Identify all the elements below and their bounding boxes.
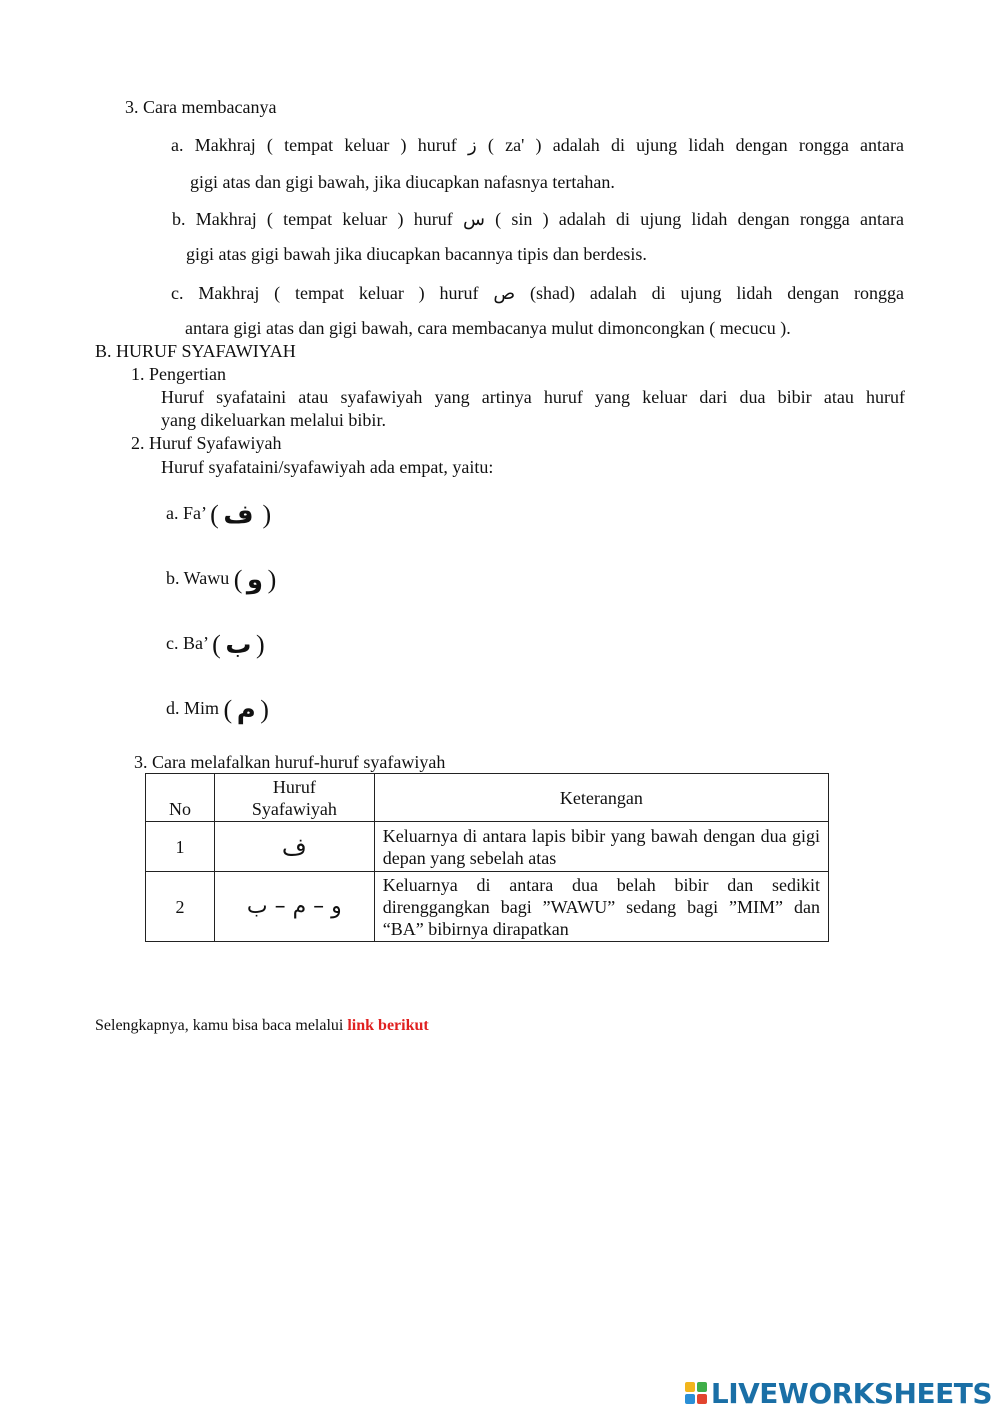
logo-text: LIVEWORKSHEETS [710, 1376, 992, 1410]
huruf-syafawiyah-intro: Huruf syafataini/syafawiyah ada empat, yaitu: [161, 457, 494, 477]
table-header-row [146, 774, 829, 822]
table-row [146, 822, 829, 872]
pengertian-line1: Huruf syafataini atau syafawiyah yang artinya huruf yang keluar dari dua bibir atau huruf [161, 387, 905, 407]
row-huruf: و – م – ب [214, 872, 374, 942]
letter-item: c. Ba’ ( ب ) [166, 630, 265, 660]
letter-item: d. Mim ( م ) [166, 695, 269, 725]
makhraj-sin-line2: gigi atas gigi bawah jika diucapkan bacannya tipis dan berdesis. [186, 244, 647, 264]
row-no: 2 [146, 872, 215, 942]
letter-item: b. Wawu ( و ) [166, 565, 277, 595]
table-row [146, 872, 829, 942]
huruf-syafawiyah-heading: B. HURUF SYAFAWIYAH [95, 341, 296, 361]
makhraj-sin-line1: b. Makhraj ( tempat keluar ) huruf س ( sin ) adalah di ujung lidah dengan rongga antara [172, 209, 904, 229]
row-huruf: ف [214, 822, 374, 872]
makhraj-shad-line1: c. Makhraj ( tempat keluar ) huruf ص (shad) adalah di ujung lidah dengan rongga [171, 283, 905, 303]
letter-item: a. Fa’ ( ف ) [166, 500, 272, 530]
letter-label: d. Mim [166, 698, 220, 719]
letter-label: b. Wawu [166, 568, 230, 589]
row-keterangan: Keluarnya di antara dua belah bibir dan sedikit direnggangkan bagi ”WAWU” sedang bagi ”MIM” dan “BA” bibirnya dirapatkan [374, 872, 828, 942]
row-no: 1 [146, 822, 215, 872]
makhraj-za-line1: a. Makhraj ( tempat keluar ) huruf ز ( za' ) adalah di ujung lidah dengan rongga antara [171, 135, 904, 155]
letter-label: a. Fa’ [166, 503, 206, 524]
header-huruf: Huruf Syafawiyah [214, 774, 374, 822]
logo-tiles-icon [685, 1382, 707, 1404]
letter-arabic: ب [225, 630, 252, 660]
row-keterangan: Keluarnya di antara lapis bibir yang bawah dengan dua gigi depan yang sebelah atas [374, 822, 828, 872]
huruf-syafawiyah-title: 2. Huruf Syafawiyah [131, 433, 282, 453]
makhraj-za-line2: gigi atas dan gigi bawah, jika diucapkan nafasnya tertahan. [190, 172, 615, 192]
liveworksheets-logo[interactable] [685, 1377, 992, 1409]
letter-arabic: م [236, 695, 256, 725]
selengkapnya-text: Selengkapnya, kamu bisa baca melalui [95, 1017, 348, 1034]
selengkapnya-line [95, 1016, 429, 1036]
letter-label: c. Ba’ [166, 633, 208, 654]
header-no: No [146, 774, 215, 822]
link-berikut[interactable]: link berikut [347, 1017, 429, 1034]
header-keterangan: Keterangan [374, 774, 828, 822]
cara-melafalkan-title: 3. Cara melafalkan huruf-huruf syafawiyah [134, 752, 446, 772]
makhraj-shad-line2: antara gigi atas dan gigi bawah, cara membacanya mulut dimoncongkan ( mecucu ). [185, 318, 791, 338]
pengertian-title: 1. Pengertian [131, 364, 226, 384]
syafawiyah-table [145, 773, 829, 942]
letter-arabic: ف [223, 500, 254, 530]
letter-arabic: و [246, 565, 264, 595]
cara-membacanya-heading: 3. Cara membacanya [125, 97, 277, 117]
pengertian-line2: yang dikeluarkan melalui bibir. [161, 410, 386, 430]
